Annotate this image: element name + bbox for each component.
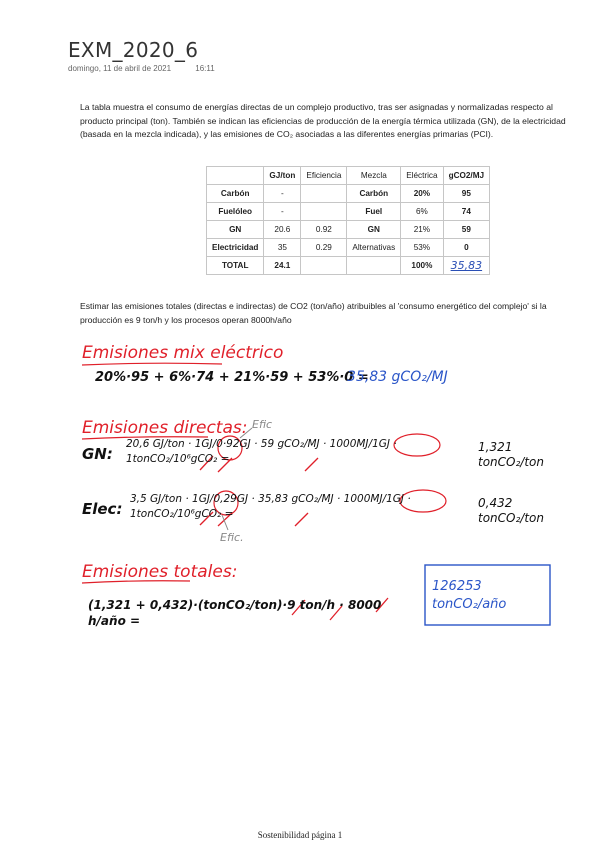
table-header-cell: Eléctrica (401, 167, 443, 185)
question-paragraph: Estimar las emisiones totales (directas e indirectas) de CO2 (ton/año) atribuibles al 'consumo energético del complejo' si la producción es 9 ton/h y los procesos operan 8000h/año (80, 301, 547, 325)
page-date: domingo, 11 de abril de 2021 (68, 64, 172, 73)
gn-equation: 20,6 GJ/ton · 1GJ/0·92GJ · 59 gCO₂/MJ · 1000MJ/1GJ · 1tonCO₂/10⁶gCO₂ = (126, 438, 397, 465)
table-cell: 53% (401, 239, 443, 257)
table-cell: Carbón (207, 185, 264, 203)
elec-equation: 3,5 GJ/ton · 1GJ/0,29GJ · 35,83 gCO₂/MJ · 1000MJ/1GJ · 1tonCO₂/10⁶gCO₂ = (130, 493, 411, 520)
table-cell: GN (347, 221, 401, 239)
table-cell: - (264, 203, 301, 221)
table-cell: 24.1 (264, 257, 301, 275)
table-cell: Carbón (347, 185, 401, 203)
page-footer: Sostenibilidad página 1 (257, 830, 343, 840)
table-cell: 95 (443, 185, 490, 203)
table-cell: 21% (401, 221, 443, 239)
total-result: 126253 tonCO₂/año (432, 579, 507, 612)
handwritten-total-value: 35,83 (443, 257, 490, 275)
efic-annotation-2: Efic. (220, 531, 244, 544)
elec-label: Elec: (82, 500, 123, 518)
page-title: EXM_2020_6 (68, 38, 199, 62)
table-header-cell: Mezcla (347, 167, 401, 185)
table-header-cell: gCO2/MJ (443, 167, 490, 185)
table-cell: TOTAL (207, 257, 264, 275)
table-cell: 74 (443, 203, 490, 221)
total-equation: (1,321 + 0,432)·(tonCO₂/ton)·9 ton/h · 8000 h/año = (88, 598, 382, 628)
table-cell: Alternativas (347, 239, 401, 257)
heading-mix-electrico: Emisiones mix eléctrico (82, 343, 284, 363)
table-cell: 35 (264, 239, 301, 257)
table-cell: GN (207, 221, 264, 239)
table-cell: 59 (443, 221, 490, 239)
table-cell: 0 (443, 239, 490, 257)
intro-paragraph: La tabla muestra el consumo de energías directas de un complejo productivo, tras ser asignadas y normalizadas respecto al producto principal (ton). También se indican las eficiencias de producción de la energía térmica utilizada (GN), de la electricidad (basada en la mezcla indicada), y las emisiones de CO₂ asociadas a las diferentes energías primarias (PCI). (80, 102, 566, 139)
table-cell: 20.6 (264, 221, 301, 239)
table-cell: 6% (401, 203, 443, 221)
table-header-cell: GJ/ton (264, 167, 301, 185)
equation-mix: 20%·95 + 6%·74 + 21%·59 + 53%·0 = (95, 370, 369, 385)
gn-label: GN: (82, 445, 113, 463)
heading-emisiones-totales: Emisiones totales: (82, 562, 238, 582)
efic-annotation: Efic (252, 418, 273, 431)
gn-result: 1,321 tonCO₂/ton (478, 440, 544, 469)
table-header-cell: Eficiencia (301, 167, 347, 185)
table-cell: 0.29 (301, 239, 347, 257)
table-cell: Electricidad (207, 239, 264, 257)
table-cell: 20% (401, 185, 443, 203)
table-cell: 100% (401, 257, 443, 275)
table-cell: Fuelóleo (207, 203, 264, 221)
table-cell: Fuel (347, 203, 401, 221)
equation-mix-result: 35,83 gCO₂/MJ (347, 369, 448, 385)
table-cell: - (264, 185, 301, 203)
table-cell: 0.92 (301, 221, 347, 239)
page-time: 16:11 (195, 64, 215, 73)
elec-result: 0,432 tonCO₂/ton (478, 496, 544, 525)
heading-emisiones-directas: Emisiones directas: (82, 418, 248, 438)
